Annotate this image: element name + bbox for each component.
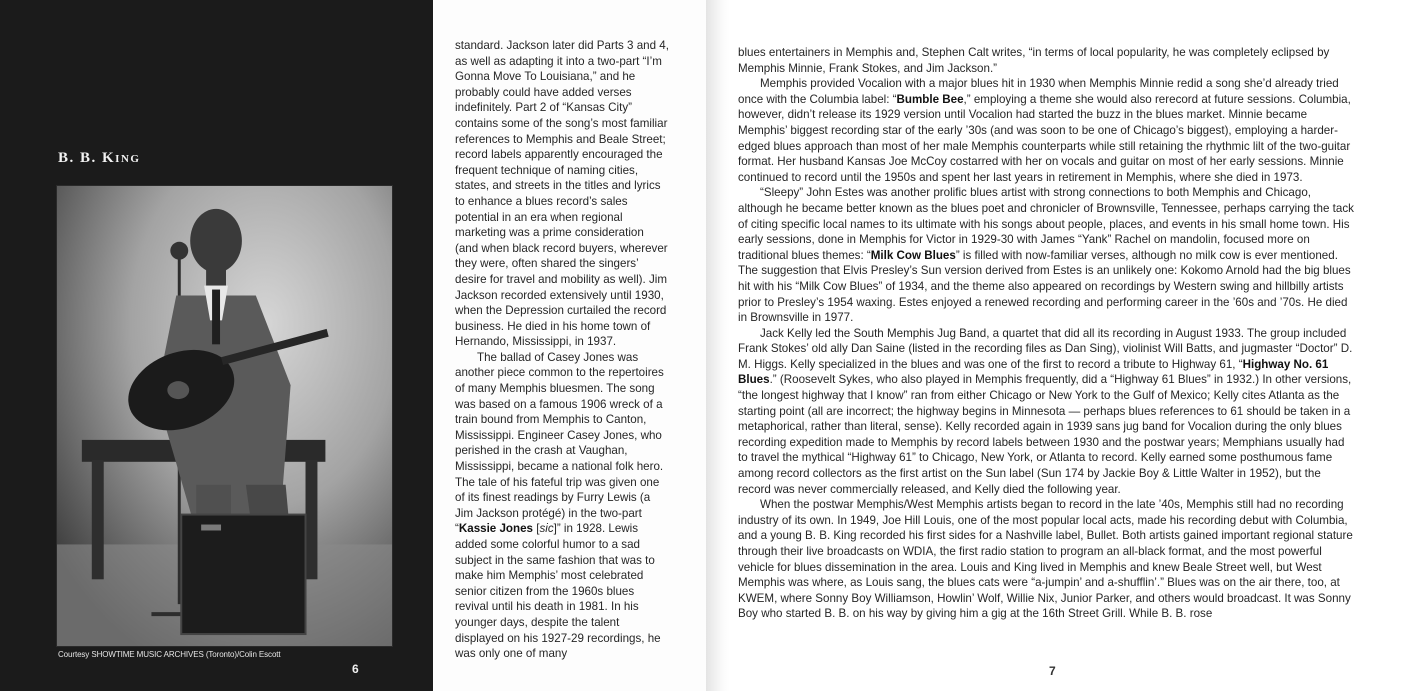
left-page <box>0 0 433 691</box>
page-number-right: 7 <box>1049 664 1056 678</box>
paragraph-john-estes <box>738 185 1356 325</box>
paragraph-text: [ <box>533 522 540 536</box>
middle-text-column <box>434 0 706 691</box>
paragraph-text: Jack Kelly led the South Memphis Jug Band, a quartet that did all its recording in August 1933. The group included Frank Stokes’ old ally Dan Saine (listed in the recording files as Dan Sing), violinist Will Batts, and jugmaster “Doctor” D. M. Higgs. Kelly specialized in the blues and was one of the first to record a tribute to Highway 61, “ <box>738 326 1353 371</box>
photo-illustration <box>57 186 392 646</box>
sic-note: sic <box>539 522 554 536</box>
right-text-body <box>738 45 1356 622</box>
song-title-highway-61: Highway No. 61 Blues <box>738 357 1329 387</box>
paragraph-text: ,” employing a theme she would also rerecord at future sessions. Columbia, however, didn’t release its 1929 version until Vocalion had started the buzz in the blues market. Minnie became Memphis’ biggest recording star of the early ’30s (and was soon to be one of Chicago’s biggest), employing a harder-edged blues approach than most of her male Memphis counterparts while still retaining the rhythmic lilt of the two-guitar format. Her husband Kansas Joe McCoy costarred with her on vocals and guitar on most of her early sessions. Minnie continued to record until the 1950s and spent her last years in retirement in Memphis, where she died in 1973. <box>738 92 1351 184</box>
paragraph-text: Memphis provided Vocalion with a major blues hit in 1930 when Memphis Minnie redid a song she’d already tried once with the Columbia label: “ <box>738 77 1339 106</box>
paragraph-text: “Sleepy” John Estes was another prolific blues artist with strong connections to both Memphis and Chicago, although he became better known as the blues poet and chronicler of Brownsville, Tennessee, perhaps carrying the tack of citing specific local names to its ultimate with his songs about people, places, and events in his small home town. His early sessions, done in Memphis for Victor in 1929-30 with James “Yank” Rachel on mandolin, focused more on traditional blues themes: “ <box>738 186 1354 262</box>
page-number-left: 6 <box>352 662 359 676</box>
paragraph-text: .” (Roosevelt Sykes, who also played in Memphis frequently, did a “Highway 61 Blues” in 1932.) In other versions, “the longest highway that I know” ran from either Chicago or New York to the Gulf of Mexico; Kelly cites Atlanta as the starting point (all are incorrect; the highway begins in Minnesota — perhaps blues references to 61 should be taken in a metaphorical, rather than literal, sense). Kelly recorded again in 1939 sans jug band for Vocalion during the only blues recording expedition made to Memphis by record labels between 1930 and the postwar years; Memphians usually had to travel the mythical “Highway 61” to Chicago, New York, or Atlanta to record. Kelly earned some posthumous fame among record collectors as the first artist on the Sun label (Sun 174 by Jackie Boy & Little Walter in 1952), but the record was never commercially released, and Kelly died the following year. <box>738 373 1352 496</box>
paragraph-memphis-minnie <box>738 76 1356 185</box>
song-title-bumble-bee: Bumble Bee <box>896 92 964 106</box>
paragraph-postwar-memphis: When the postwar Memphis/West Memphis artists began to record in the late ’40s, Memphis still had no recording industry of its own. In 1949, Joe Hill Louis, one of the most popular local acts, made his recording debut with Columbia, and a young B. B. King recorded his first sides for a Nashville label, Bullet. Both artists gained important regional stature through their live broadcasts on WDIA, the first radio station to program an all-black format, and the most powerful vehicle for blues dissemination in the area. Louis and King lived in Memphis and knew Beale Street well, but West Memphis was where, as Louis sang, the blues cats were “a-jumpin’ and a-shufflin’.” Blues was on the air there, too, at KWEM, where Sonny Boy Williamson, Howlin’ Wolf, Willie Nix, Junior Parker, and others would broadcast. It was Sonny Boy who started B. B. on his way by giving him a gig at the 16th Street Grill. While B. B. rose <box>738 498 1353 621</box>
middle-text-body <box>455 38 670 662</box>
paragraph-jack-kelly <box>738 326 1356 498</box>
song-title-milk-cow-blues: Milk Cow Blues <box>870 248 956 262</box>
photo-credit: Courtesy SHOWTIME MUSIC ARCHIVES (Toronto)/Colin Escott <box>58 650 281 659</box>
song-title-kassie-jones: Kassie Jones <box>458 522 533 536</box>
book-gutter <box>706 0 730 691</box>
paragraph-jim-jackson: standard. Jackson later did Parts 3 and 4, as well as adapting it into a two-part “I’m Gonna Move To Louisiana,” and he probably could have added verses indefinitely. Part 2 of “Kansas City” contains some of the song’s most familiar references to Memphis and Beale Street; record labels apparently encouraged the frequent technique of naming cities, states, and streets in the titles and lyrics to enhance a blues record’s sales potential in an era when regional marketing was a prime consideration (and when black record buyers, wherever they were, often shared the singers’ desire for travel and mobility as well). Jim Jackson recorded extensively until 1930, when the Depression curtailed the record business. He died in his home town of Hernando, Mississippi, in 1937. <box>455 39 669 349</box>
right-page <box>730 0 1417 691</box>
bb-king-photo <box>56 185 393 647</box>
paragraph-text: The ballad of Casey Jones was another piece common to the repertoires of many Memphis bluesmen. The song was based on a famous 1906 wreck of a train bound from Memphis to Canton, Mississippi. Engineer Casey Jones, who perished in the crash at Vaughan, Mississippi, became a national folk hero. The tale of his fateful trip was given one of its finest readings by Furry Lewis (a Jim Jackson protégé) in the two-part “ <box>455 350 664 536</box>
paragraph-casey-jones <box>455 350 670 662</box>
paragraph-text: ]” in 1928. Lewis added some colorful humor to a sad subject in the same fashion that was to make him Memphis’ most celebrated senior citizen from the 1960s blues revival until his death in 1981. In his younger days, despite the talent displayed on his 1927-29 recordings, he was only one of many <box>455 522 661 661</box>
section-title: B. B. King <box>58 150 141 166</box>
paragraph-local-popularity: blues entertainers in Memphis and, Stephen Calt writes, “in terms of local popularity, he was completely eclipsed by Memphis Minnie, Frank Stokes, and Jim Jackson.” <box>738 46 1330 75</box>
paragraph-text: ” is filled with now-familiar verses, although no milk cow is ever mentioned. The suggestion that Elvis Presley’s Sun version derived from Estes is an unlikely one: Kokomo Arnold had the big blues hit with his “Milk Cow Blues” of 1934, and the theme also appeared on recordings by Western swing and hillbilly artists prior to Presley’s 1954 waxing. Estes enjoyed a renewed recording and performing career in the ’60s and ’70s. He died in Brownsville in 1977. <box>738 248 1351 325</box>
